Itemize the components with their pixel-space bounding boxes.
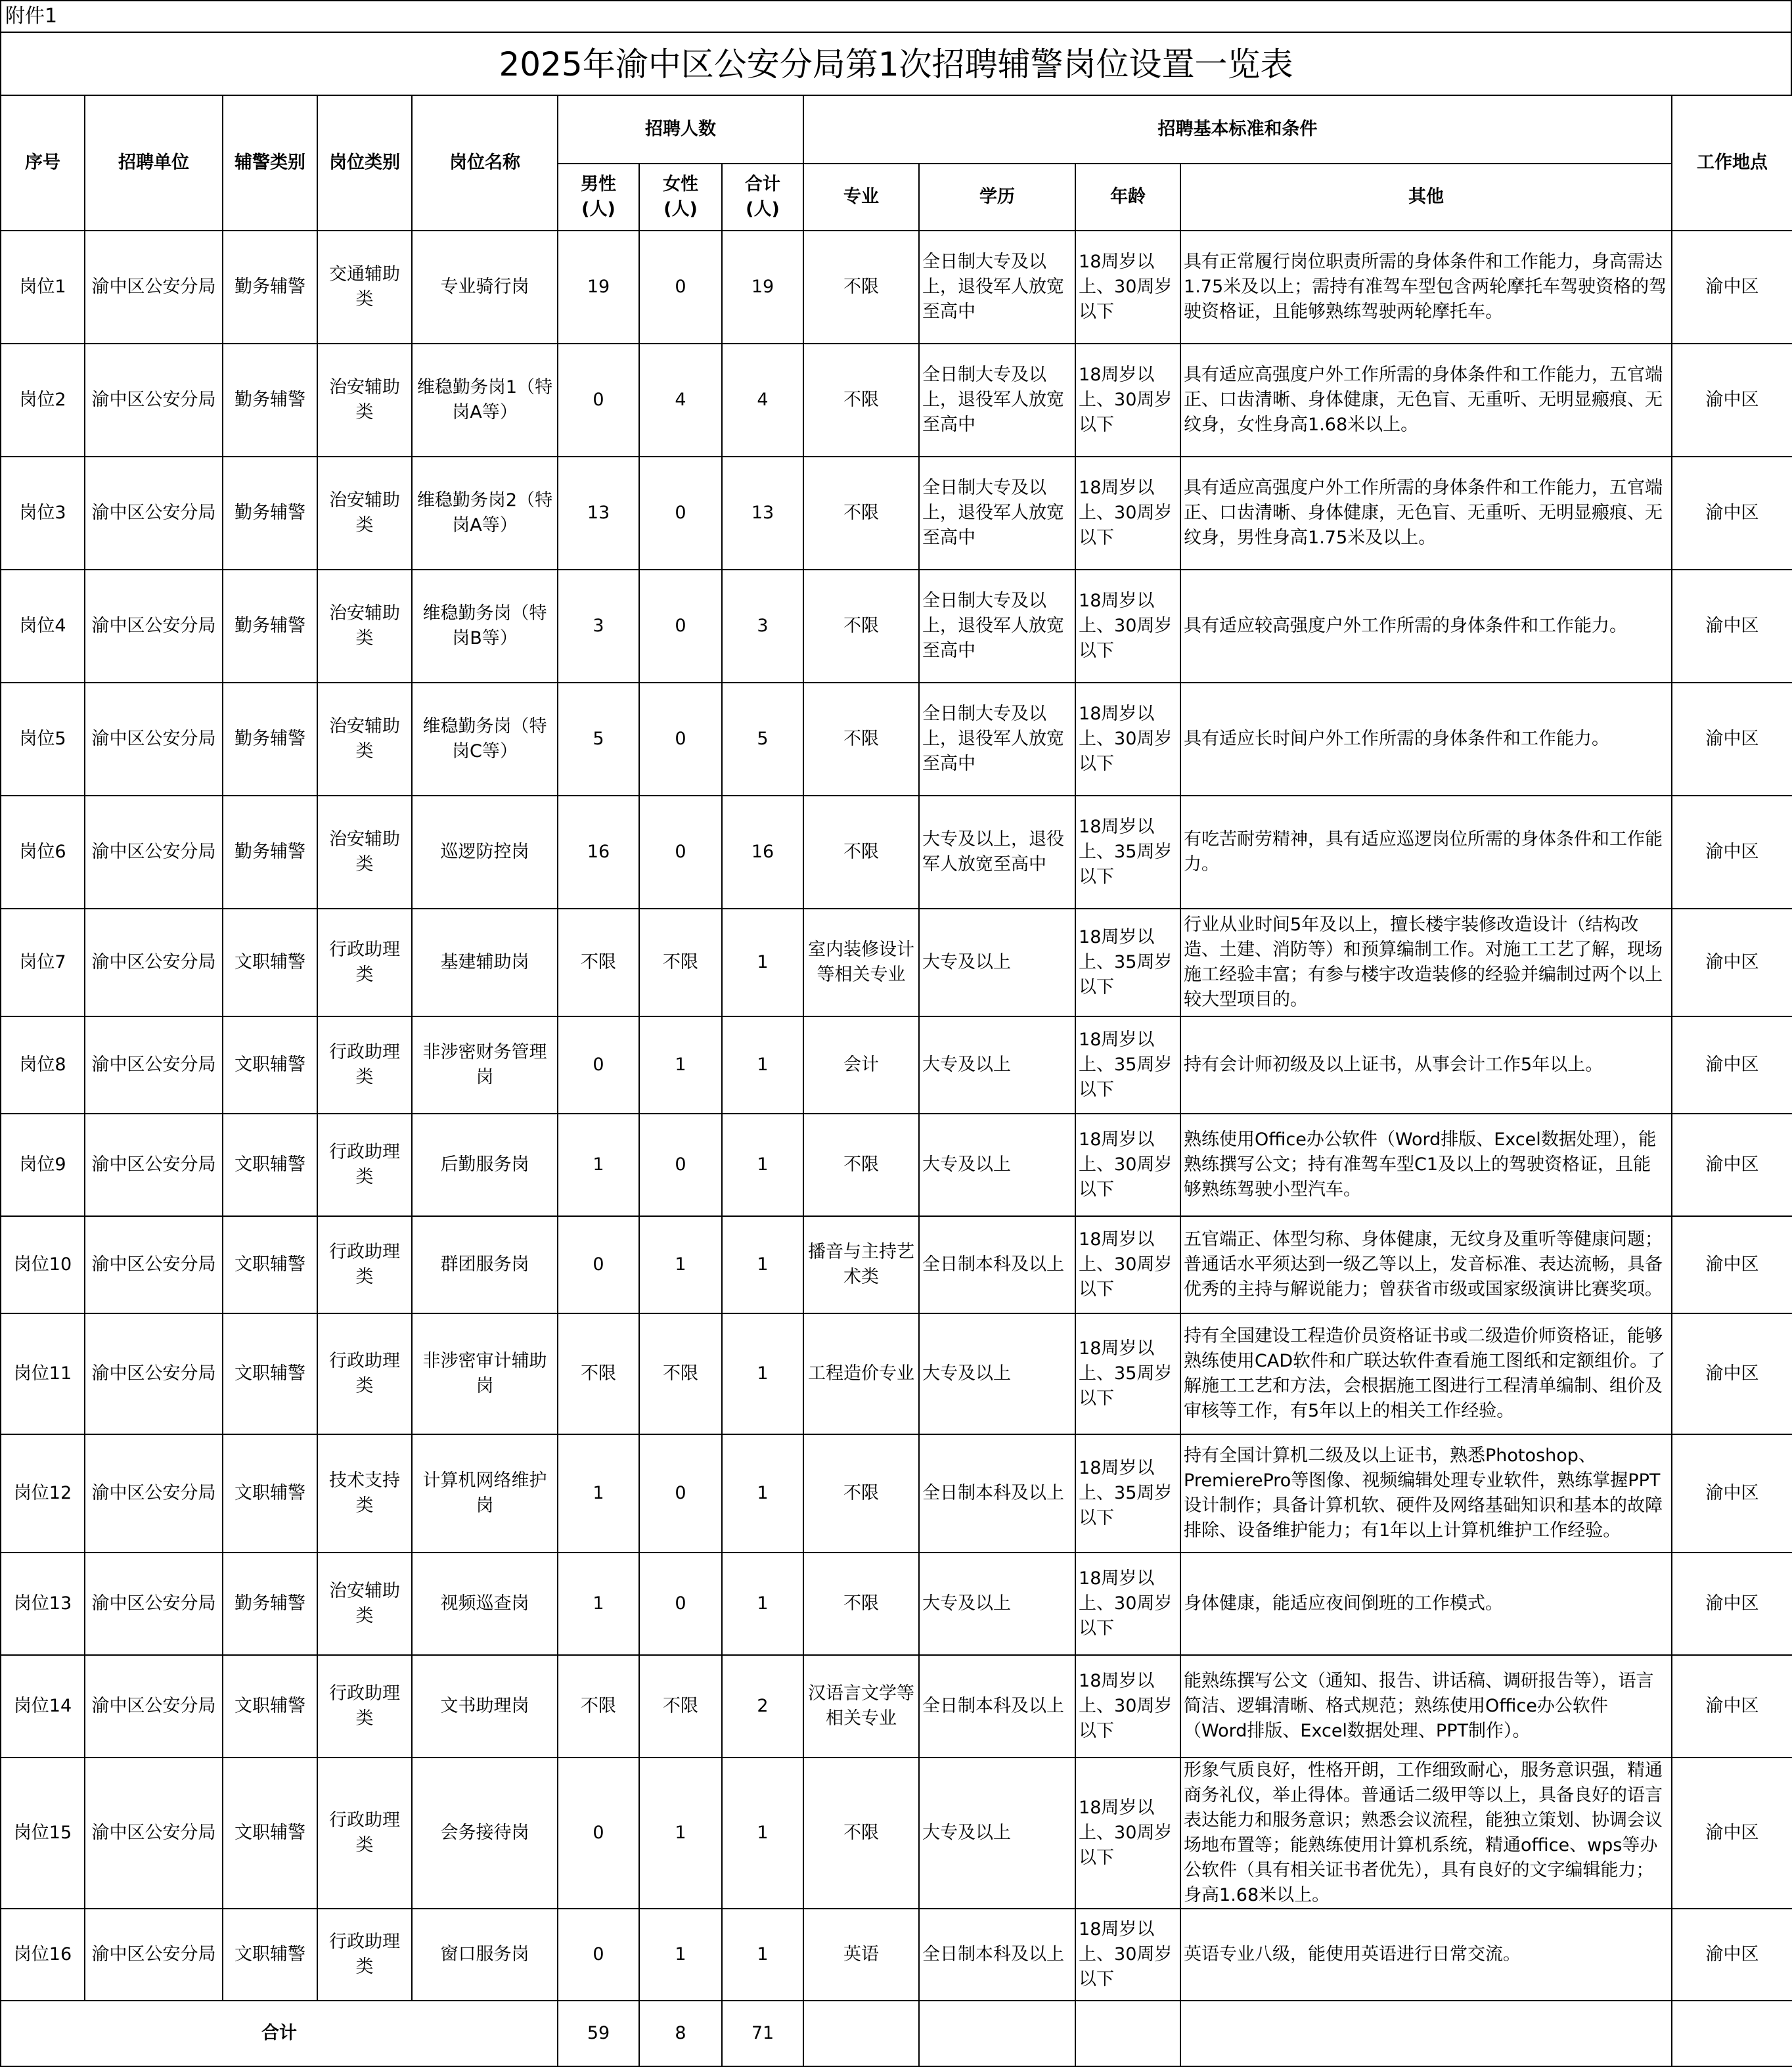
other-cell: 英语专业八级，能使用英语进行日常交流。 — [1180, 1909, 1672, 2001]
other-cell: 具有适应高强度户外工作所需的身体条件和工作能力，五官端正、口齿清晰、身体健康，无色盲、无重听、无明显瘢痕、无纹身，女性身高1.68米以上。 — [1180, 344, 1672, 457]
male-count-cell: 3 — [558, 570, 639, 683]
male-count-cell: 1 — [558, 1434, 639, 1553]
seq-cell: 岗位13 — [1, 1553, 85, 1655]
table-row — [1, 1114, 1792, 1216]
female-count-cell: 1 — [639, 1909, 722, 2001]
table-row — [1, 1553, 1792, 1655]
table-row — [1, 909, 1792, 1016]
male-count-cell: 13 — [558, 457, 639, 570]
post-type-cell: 治安辅助类 — [317, 457, 412, 570]
age-cell: 18周岁以上、35周岁以下 — [1075, 796, 1180, 909]
header-criteria: 招聘基本标准和条件 — [803, 95, 1672, 164]
seq-cell: 岗位12 — [1, 1434, 85, 1553]
total-count-cell: 2 — [722, 1655, 803, 1758]
other-cell: 行业从业时间5年及以上，擅长楼宇装修改造设计（结构改造、土建、消防等）和预算编制工作。对施工工艺了解，现场施工经验丰富；有参与楼宇改造装修的经验并编制过两个以上较大型项目的。 — [1180, 909, 1672, 1016]
aux-type-cell: 文职辅警 — [223, 1114, 317, 1216]
unit-cell: 渝中区公安分局 — [85, 796, 223, 909]
aux-type-cell: 勤务辅警 — [223, 344, 317, 457]
education-cell: 全日制大专及以上，退役军人放宽至高中 — [919, 231, 1075, 344]
male-count-cell: 0 — [558, 344, 639, 457]
age-cell: 18周岁以上、30周岁以下 — [1075, 1758, 1180, 1909]
header-unit: 招聘单位 — [85, 95, 223, 231]
post-name-cell: 后勤服务岗 — [412, 1114, 558, 1216]
major-cell: 汉语言文学等相关专业 — [803, 1655, 919, 1758]
unit-cell: 渝中区公安分局 — [85, 1216, 223, 1313]
other-cell: 能熟练撰写公文（通知、报告、讲话稿、调研报告等），语言简洁、逻辑清晰、格式规范；熟练使用Office办公软件（Word排版、Excel数据处理、PPT制作）。 — [1180, 1655, 1672, 1758]
major-cell: 会计 — [803, 1016, 919, 1114]
totals-empty-other — [1180, 2001, 1672, 2066]
totals-empty-education — [919, 2001, 1075, 2066]
education-cell: 全日制大专及以上，退役军人放宽至高中 — [919, 683, 1075, 796]
unit-cell: 渝中区公安分局 — [85, 1553, 223, 1655]
unit-cell: 渝中区公安分局 — [85, 1434, 223, 1553]
unit-cell: 渝中区公安分局 — [85, 231, 223, 344]
post-type-cell: 治安辅助类 — [317, 683, 412, 796]
age-cell: 18周岁以上、30周岁以下 — [1075, 570, 1180, 683]
major-cell: 不限 — [803, 570, 919, 683]
female-count-cell: 不限 — [639, 1313, 722, 1434]
seq-cell: 岗位5 — [1, 683, 85, 796]
post-type-cell: 行政助理类 — [317, 1114, 412, 1216]
attachment-label: 附件1 — [0, 0, 1792, 32]
total-count-cell: 3 — [722, 570, 803, 683]
unit-cell: 渝中区公安分局 — [85, 457, 223, 570]
header-female — [639, 164, 722, 231]
totals-empty-major — [803, 2001, 919, 2066]
total-count-cell: 1 — [722, 1216, 803, 1313]
header-recruit-count: 招聘人数 — [558, 95, 803, 164]
female-count-cell: 0 — [639, 683, 722, 796]
male-count-cell: 不限 — [558, 909, 639, 1016]
totals-female: 8 — [639, 2001, 722, 2066]
header-female-label: 女性 — [663, 174, 698, 194]
post-name-cell: 专业骑行岗 — [412, 231, 558, 344]
total-count-cell: 19 — [722, 231, 803, 344]
seq-cell: 岗位15 — [1, 1758, 85, 1909]
aux-type-cell: 勤务辅警 — [223, 457, 317, 570]
other-cell: 持有全国建设工程造价员资格证书或二级造价师资格证，能够熟练使用CAD软件和广联达软件查看施工图纸和定额组价。了解施工工艺和方法，会根据施工图进行工程清单编制、组价及审核等工作，有5年以上的相关工作经验。 — [1180, 1313, 1672, 1434]
post-name-cell: 基建辅助岗 — [412, 909, 558, 1016]
table-row — [1, 683, 1792, 796]
post-name-cell: 维稳勤务岗2（特岗A等） — [412, 457, 558, 570]
post-type-cell: 治安辅助类 — [317, 796, 412, 909]
header-total-unit: (人) — [746, 199, 780, 219]
table-row — [1, 1758, 1792, 1909]
female-count-cell: 0 — [639, 570, 722, 683]
table-row — [1, 1655, 1792, 1758]
total-count-cell: 1 — [722, 1114, 803, 1216]
other-cell: 身体健康，能适应夜间倒班的工作模式。 — [1180, 1553, 1672, 1655]
age-cell: 18周岁以上、30周岁以下 — [1075, 1114, 1180, 1216]
major-cell: 不限 — [803, 231, 919, 344]
education-cell: 全日制本科及以上 — [919, 1434, 1075, 1553]
age-cell: 18周岁以上、35周岁以下 — [1075, 909, 1180, 1016]
total-count-cell: 1 — [722, 1758, 803, 1909]
location-cell: 渝中区 — [1672, 1216, 1792, 1313]
totals-male: 59 — [558, 2001, 639, 2066]
male-count-cell: 0 — [558, 1216, 639, 1313]
other-cell: 具有正常履行岗位职责所需的身体条件和工作能力，身高需达1.75米及以上；需持有准驾车型包含两轮摩托车驾驶资格的驾驶资格证，且能够熟练驾驶两轮摩托车。 — [1180, 231, 1672, 344]
header-male-unit: (人) — [581, 199, 616, 219]
totals-row — [1, 2001, 1792, 2066]
seq-cell: 岗位9 — [1, 1114, 85, 1216]
education-cell: 大专及以上 — [919, 1114, 1075, 1216]
table-row — [1, 1016, 1792, 1114]
major-cell: 不限 — [803, 1553, 919, 1655]
other-cell: 具有适应高强度户外工作所需的身体条件和工作能力，五官端正、口齿清晰、身体健康，无色盲、无重听、无明显瘢痕、无纹身，男性身高1.75米及以上。 — [1180, 457, 1672, 570]
male-count-cell: 不限 — [558, 1313, 639, 1434]
seq-cell: 岗位4 — [1, 570, 85, 683]
location-cell: 渝中区 — [1672, 1313, 1792, 1434]
major-cell: 播音与主持艺术类 — [803, 1216, 919, 1313]
male-count-cell: 0 — [558, 1016, 639, 1114]
post-name-cell: 巡逻防控岗 — [412, 796, 558, 909]
header-education: 学历 — [919, 164, 1075, 231]
age-cell: 18周岁以上、30周岁以下 — [1075, 457, 1180, 570]
post-type-cell: 治安辅助类 — [317, 344, 412, 457]
age-cell: 18周岁以上、30周岁以下 — [1075, 1216, 1180, 1313]
header-post-name: 岗位名称 — [412, 95, 558, 231]
post-type-cell: 行政助理类 — [317, 909, 412, 1016]
total-count-cell: 13 — [722, 457, 803, 570]
age-cell: 18周岁以上、35周岁以下 — [1075, 1313, 1180, 1434]
total-count-cell: 16 — [722, 796, 803, 909]
unit-cell: 渝中区公安分局 — [85, 909, 223, 1016]
table-row — [1, 457, 1792, 570]
education-cell: 大专及以上 — [919, 1313, 1075, 1434]
post-name-cell: 计算机网络维护岗 — [412, 1434, 558, 1553]
location-cell: 渝中区 — [1672, 683, 1792, 796]
header-post-type: 岗位类别 — [317, 95, 412, 231]
table-row — [1, 796, 1792, 909]
major-cell: 不限 — [803, 1758, 919, 1909]
age-cell: 18周岁以上、35周岁以下 — [1075, 1016, 1180, 1114]
unit-cell: 渝中区公安分局 — [85, 1313, 223, 1434]
aux-type-cell: 勤务辅警 — [223, 683, 317, 796]
seq-cell: 岗位11 — [1, 1313, 85, 1434]
other-cell: 五官端正、体型匀称、身体健康，无纹身及重听等健康问题；普通话水平须达到一级乙等以上，发音标准、表达流畅，具备优秀的主持与解说能力；曾获省市级或国家级演讲比赛奖项。 — [1180, 1216, 1672, 1313]
major-cell: 不限 — [803, 683, 919, 796]
age-cell: 18周岁以上、30周岁以下 — [1075, 1553, 1180, 1655]
post-name-cell: 文书助理岗 — [412, 1655, 558, 1758]
location-cell: 渝中区 — [1672, 1434, 1792, 1553]
location-cell: 渝中区 — [1672, 231, 1792, 344]
table-row — [1, 231, 1792, 344]
male-count-cell: 1 — [558, 1553, 639, 1655]
education-cell: 全日制本科及以上 — [919, 1655, 1075, 1758]
age-cell: 18周岁以上、30周岁以下 — [1075, 683, 1180, 796]
other-cell: 形象气质良好，性格开朗，工作细致耐心，服务意识强，精通商务礼仪，举止得体。普通话二级甲等以上，具备良好的语言表达能力和服务意识；熟悉会议流程，能独立策划、协调会议场地布置等；能熟练使用计算机系统，精通office、wps等办公软件（具有相关证书者优先），具有良好的文字编辑能力；身高1.68米以上。 — [1180, 1758, 1672, 1909]
total-count-cell: 1 — [722, 909, 803, 1016]
total-count-cell: 1 — [722, 1313, 803, 1434]
education-cell: 大专及以上 — [919, 909, 1075, 1016]
post-type-cell: 行政助理类 — [317, 1655, 412, 1758]
header-aux-type: 辅警类别 — [223, 95, 317, 231]
aux-type-cell: 勤务辅警 — [223, 796, 317, 909]
post-type-cell: 交通辅助类 — [317, 231, 412, 344]
header-other: 其他 — [1180, 164, 1672, 231]
total-count-cell: 1 — [722, 1909, 803, 2001]
header-age: 年龄 — [1075, 164, 1180, 231]
unit-cell: 渝中区公安分局 — [85, 344, 223, 457]
male-count-cell: 0 — [558, 1909, 639, 2001]
location-cell: 渝中区 — [1672, 1655, 1792, 1758]
header-total — [722, 164, 803, 231]
location-cell: 渝中区 — [1672, 796, 1792, 909]
seq-cell: 岗位2 — [1, 344, 85, 457]
post-name-cell: 群团服务岗 — [412, 1216, 558, 1313]
unit-cell: 渝中区公安分局 — [85, 570, 223, 683]
age-cell: 18周岁以上、35周岁以下 — [1075, 1434, 1180, 1553]
post-type-cell: 行政助理类 — [317, 1016, 412, 1114]
seq-cell: 岗位14 — [1, 1655, 85, 1758]
male-count-cell: 不限 — [558, 1655, 639, 1758]
female-count-cell: 0 — [639, 796, 722, 909]
unit-cell: 渝中区公安分局 — [85, 1114, 223, 1216]
education-cell: 全日制大专及以上，退役军人放宽至高中 — [919, 344, 1075, 457]
header-male — [558, 164, 639, 231]
total-count-cell: 4 — [722, 344, 803, 457]
education-cell: 全日制本科及以上 — [919, 1909, 1075, 2001]
female-count-cell: 0 — [639, 1434, 722, 1553]
post-name-cell: 维稳勤务岗1（特岗A等） — [412, 344, 558, 457]
major-cell: 不限 — [803, 457, 919, 570]
education-cell: 大专及以上 — [919, 1553, 1075, 1655]
female-count-cell: 0 — [639, 457, 722, 570]
location-cell: 渝中区 — [1672, 909, 1792, 1016]
female-count-cell: 不限 — [639, 1655, 722, 1758]
post-name-cell: 窗口服务岗 — [412, 1909, 558, 2001]
total-count-cell: 1 — [722, 1016, 803, 1114]
major-cell: 不限 — [803, 1434, 919, 1553]
totals-empty-age — [1075, 2001, 1180, 2066]
female-count-cell: 4 — [639, 344, 722, 457]
education-cell: 全日制本科及以上 — [919, 1216, 1075, 1313]
aux-type-cell: 文职辅警 — [223, 1758, 317, 1909]
female-count-cell: 0 — [639, 1553, 722, 1655]
location-cell: 渝中区 — [1672, 1758, 1792, 1909]
post-type-cell: 行政助理类 — [317, 1909, 412, 2001]
seq-cell: 岗位10 — [1, 1216, 85, 1313]
age-cell: 18周岁以上、30周岁以下 — [1075, 1655, 1180, 1758]
other-cell: 熟练使用Office办公软件（Word排版、Excel数据处理），能熟练撰写公文；持有准驾车型C1及以上的驾驶资格证，且能够熟练驾驶小型汽车。 — [1180, 1114, 1672, 1216]
education-cell: 大专及以上 — [919, 1016, 1075, 1114]
education-cell: 大专及以上 — [919, 1758, 1075, 1909]
unit-cell: 渝中区公安分局 — [85, 1016, 223, 1114]
location-cell: 渝中区 — [1672, 1553, 1792, 1655]
major-cell: 室内装修设计等相关专业 — [803, 909, 919, 1016]
header-female-unit: (人) — [663, 199, 698, 219]
totals-empty-location — [1672, 2001, 1792, 2066]
male-count-cell: 0 — [558, 1758, 639, 1909]
header-male-label: 男性 — [581, 174, 616, 194]
major-cell: 不限 — [803, 796, 919, 909]
female-count-cell: 0 — [639, 1114, 722, 1216]
major-cell: 工程造价专业 — [803, 1313, 919, 1434]
location-cell: 渝中区 — [1672, 1016, 1792, 1114]
aux-type-cell: 勤务辅警 — [223, 570, 317, 683]
unit-cell: 渝中区公安分局 — [85, 683, 223, 796]
aux-type-cell: 勤务辅警 — [223, 231, 317, 344]
female-count-cell: 1 — [639, 1758, 722, 1909]
education-cell: 全日制大专及以上，退役军人放宽至高中 — [919, 457, 1075, 570]
major-cell: 不限 — [803, 1114, 919, 1216]
aux-type-cell: 文职辅警 — [223, 909, 317, 1016]
unit-cell: 渝中区公安分局 — [85, 1655, 223, 1758]
total-count-cell: 1 — [722, 1553, 803, 1655]
seq-cell: 岗位6 — [1, 796, 85, 909]
positions-table — [0, 95, 1792, 2067]
major-cell: 不限 — [803, 344, 919, 457]
post-name-cell: 非涉密财务管理岗 — [412, 1016, 558, 1114]
post-type-cell: 治安辅助类 — [317, 570, 412, 683]
post-type-cell: 技术支持类 — [317, 1434, 412, 1553]
age-cell: 18周岁以上、30周岁以下 — [1075, 231, 1180, 344]
post-name-cell: 视频巡查岗 — [412, 1553, 558, 1655]
seq-cell: 岗位16 — [1, 1909, 85, 2001]
other-cell: 持有全国计算机二级及以上证书，熟悉Photoshop、PremierePro等图像、视频编辑处理专业软件，熟练掌握PPT设计制作；具备计算机软、硬件及网络基础知识和基本的故障排除、设备维护能力；有1年以上计算机维护工作经验。 — [1180, 1434, 1672, 1553]
female-count-cell: 不限 — [639, 909, 722, 1016]
age-cell: 18周岁以上、30周岁以下 — [1075, 1909, 1180, 2001]
location-cell: 渝中区 — [1672, 1909, 1792, 2001]
totals-label: 合计 — [1, 2001, 558, 2066]
female-count-cell: 0 — [639, 231, 722, 344]
post-type-cell: 治安辅助类 — [317, 1553, 412, 1655]
seq-cell: 岗位8 — [1, 1016, 85, 1114]
aux-type-cell: 文职辅警 — [223, 1216, 317, 1313]
aux-type-cell: 文职辅警 — [223, 1655, 317, 1758]
education-cell: 全日制大专及以上，退役军人放宽至高中 — [919, 570, 1075, 683]
age-cell: 18周岁以上、30周岁以下 — [1075, 344, 1180, 457]
other-cell: 持有会计师初级及以上证书，从事会计工作5年以上。 — [1180, 1016, 1672, 1114]
aux-type-cell: 文职辅警 — [223, 1016, 317, 1114]
seq-cell: 岗位1 — [1, 231, 85, 344]
header-seq: 序号 — [1, 95, 85, 231]
other-cell: 有吃苦耐劳精神，具有适应巡逻岗位所需的身体条件和工作能力。 — [1180, 796, 1672, 909]
header-major: 专业 — [803, 164, 919, 231]
page-title: 2025年渝中区公安分局第1次招聘辅警岗位设置一览表 — [0, 32, 1792, 95]
unit-cell: 渝中区公安分局 — [85, 1909, 223, 2001]
aux-type-cell: 文职辅警 — [223, 1434, 317, 1553]
post-name-cell: 非涉密审计辅助岗 — [412, 1313, 558, 1434]
post-type-cell: 行政助理类 — [317, 1313, 412, 1434]
location-cell: 渝中区 — [1672, 1114, 1792, 1216]
post-type-cell: 行政助理类 — [317, 1216, 412, 1313]
location-cell: 渝中区 — [1672, 570, 1792, 683]
aux-type-cell: 勤务辅警 — [223, 1553, 317, 1655]
table-row — [1, 1434, 1792, 1553]
seq-cell: 岗位3 — [1, 457, 85, 570]
header-location: 工作地点 — [1672, 95, 1792, 231]
seq-cell: 岗位7 — [1, 909, 85, 1016]
table-row — [1, 1909, 1792, 2001]
unit-cell: 渝中区公安分局 — [85, 1758, 223, 1909]
aux-type-cell: 文职辅警 — [223, 1313, 317, 1434]
male-count-cell: 19 — [558, 231, 639, 344]
post-name-cell: 维稳勤务岗（特岗C等） — [412, 683, 558, 796]
other-cell: 具有适应长时间户外工作所需的身体条件和工作能力。 — [1180, 683, 1672, 796]
education-cell: 大专及以上，退役军人放宽至高中 — [919, 796, 1075, 909]
total-count-cell: 5 — [722, 683, 803, 796]
post-name-cell: 会务接待岗 — [412, 1758, 558, 1909]
aux-type-cell: 文职辅警 — [223, 1909, 317, 2001]
location-cell: 渝中区 — [1672, 457, 1792, 570]
male-count-cell: 5 — [558, 683, 639, 796]
male-count-cell: 1 — [558, 1114, 639, 1216]
table-row — [1, 570, 1792, 683]
location-cell: 渝中区 — [1672, 344, 1792, 457]
other-cell: 具有适应较高强度户外工作所需的身体条件和工作能力。 — [1180, 570, 1672, 683]
table-row — [1, 1216, 1792, 1313]
female-count-cell: 1 — [639, 1216, 722, 1313]
major-cell: 英语 — [803, 1909, 919, 2001]
post-type-cell: 行政助理类 — [317, 1758, 412, 1909]
female-count-cell: 1 — [639, 1016, 722, 1114]
male-count-cell: 16 — [558, 796, 639, 909]
table-row — [1, 1313, 1792, 1434]
header-total-label: 合计 — [745, 174, 780, 194]
totals-total: 71 — [722, 2001, 803, 2066]
post-name-cell: 维稳勤务岗（特岗B等） — [412, 570, 558, 683]
total-count-cell: 1 — [722, 1434, 803, 1553]
table-row — [1, 344, 1792, 457]
